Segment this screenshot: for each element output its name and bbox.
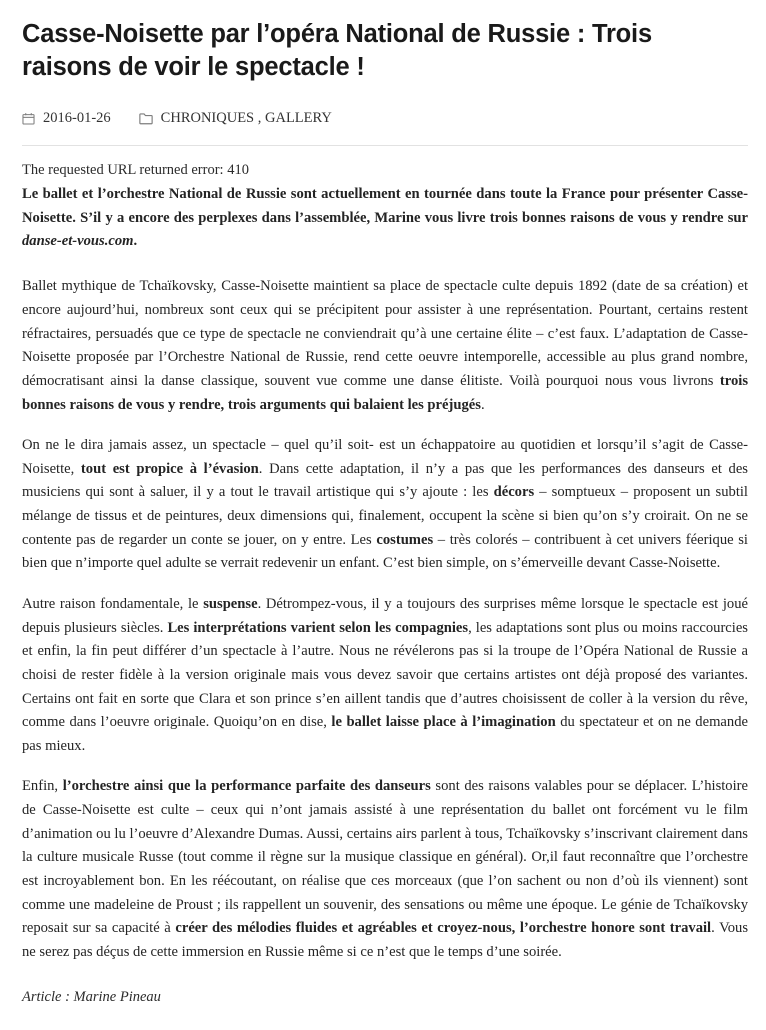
article-paragraph [22, 275, 748, 417]
paragraph-text: – somptueux – proposent un subtil mélange de tissus et de peintures, deux dimensions qui, finalement, occupent la scène si bien qu’on s’y croirait. On ne se contente pas de regarder un conte se jouer, on y entre. Les [22, 484, 748, 548]
paragraph-text: , les adaptations sont plus ou moins raccourcies et enfin, la fin peut différer d’un spectacle à l’autre. Nous ne révélerons pas si la troupe de l’Opéra National de Russie a choisi de rester fidèle à la version originale mais vous devez savoir que certains artistes ont déjà proposé des variantes. Certains ont fait en sorte que Clara et son prince s’en aillent tandis que d’autres choisissent de coller à la version du rêve, comme dans l’oeuvre originale. Quoiqu’on en dise, [22, 619, 748, 731]
emphasis-text: suspense [203, 596, 258, 612]
emphasis-text: créer des mélodies fluides et agréables et croyez-nous, l’orchestre honore sont travail [175, 920, 712, 937]
emphasis-text: l’orchestre ainsi que la performance parfaite des danseurs [62, 778, 431, 795]
meta-date [22, 110, 111, 127]
paragraph-text: . Vous ne serez pas déçus de cette immersion en Russie même si ce n’est que le temps d’une soirée. [22, 920, 749, 960]
emphasis-text: décors [493, 484, 535, 501]
article-byline: Article : Marine Pineau [22, 988, 161, 1005]
paragraph-text: Enfin, [22, 778, 63, 795]
meta-date-text: 2016-01-26 [43, 110, 111, 127]
paragraph-text: Ballet mythique de Tchaïkovsky, Casse-Noisette maintient sa place de spectacle culte depuis 1892 (date de sa création) et encore aujourd’hui, nombreux sont ceux qui se précipitent pour assister à une représentation. Pourtant, certains restent réfractaires, persuadés que ce type de spectacle ne conviendrait qu’à une certaine élite – c’est faux. L’adaptation de Casse-Noisette proposée par l’Orchestre National de Russie, rend cette oeuvre intemporelle, accessible au plus grand nombre, démocratisant ainsi la danse classique, souvent vue comme une danse élitiste. Voilà pourquoi nous vous livrons [22, 278, 748, 389]
error-notice: The requested URL returned error: 410 [22, 162, 249, 179]
article-lede [22, 183, 748, 253]
lede-text-part1: Le ballet et l’orchestre National de Russie sont actuellement en tournée dans toute la France pour présenter Casse-Noisette. S’il y a encore des perplexes dans l’assemblée, Marine vous livre trois bonnes raisons de vous y rendre sur [22, 186, 748, 226]
emphasis-text: Les interprétations varient selon les compagnies [167, 619, 469, 636]
calendar-icon [22, 112, 35, 125]
paragraph-text: On ne le dira jamais assez, un spectacle – quel qu’il soit- est un échappatoire au quotidien et lorsqu’il s’agit de Casse-Noisette, [22, 437, 748, 477]
meta-categories[interactable] [139, 110, 332, 127]
paragraph-text: du spectateur et on ne demande pas mieux. [22, 714, 748, 754]
paragraph-text: – très colorés – contribuent à cet univers féerique si bien que n’importe quel adulte se verrait redevenir un enfant. C’est bien simple, on s’émerveille devant Casse-Noisette. [22, 531, 748, 572]
emphasis-text: tout est propice à l’évasion [80, 460, 259, 477]
article-paragraph [22, 434, 748, 576]
paragraph-text: . Détrompez-vous, il y a toujours des surprises même lorsque le spectacle est joué depuis plusieurs siècles. [22, 596, 748, 636]
paragraph-text: Autre raison fondamentale, le [22, 596, 204, 612]
emphasis-text: costumes [376, 531, 434, 548]
lede-text-part2: . [133, 232, 138, 249]
paragraph-text: sont des raisons valables pour se déplacer. L’histoire de Casse-Noisette est culte – ceux qui n’ont jamais assisté à une représentation du ballet ont forcément vu le film d’animation ou lu l’oeuvre d’Alexandre Dumas. Aussi, certains airs parlent à tous, Tchaïkovsky s’inscrivant clairement dans la culture musicale Russe (tout comme il règne sur la musique classique en général). Or,il faut reconnaître que l’orchestre est incroyablement bon. En les réécoutant, on réalise que ces morceaux (que l’on sachent ou non d’où ils viennent) sont comme une madeleine de Proust ; ils rappellent un souvenir, des sensations ou même une époque. Le génie de Tchaïkovsky reposait sur sa capacité à [22, 778, 748, 937]
article-paragraph [22, 593, 748, 758]
emphasis-text: le ballet laisse place à l’imagination [331, 714, 556, 731]
lede-link[interactable]: danse-et-vous.com [22, 232, 134, 249]
article-paragraph [22, 775, 748, 964]
folder-icon [139, 112, 153, 125]
article-body [22, 275, 748, 964]
meta-categories-text[interactable]: CHRONIQUES , GALLERY [160, 110, 332, 127]
emphasis-text: trois bonnes raisons de vous y rendre, trois arguments qui balaient les préjugés [22, 372, 748, 413]
paragraph-text: . [480, 396, 485, 413]
header-divider [22, 145, 748, 146]
paragraph-text: . Dans cette adaptation, il n’y a pas que les performances des danseurs et des musiciens qui sont à saluer, il y a tout le travail artistique qui s’y ajoute : les [22, 460, 748, 501]
page-title: Casse-Noisette par l’opéra National de Russie : Trois raisons de voir le spectacle ! [22, 20, 652, 82]
article-meta [22, 110, 748, 127]
